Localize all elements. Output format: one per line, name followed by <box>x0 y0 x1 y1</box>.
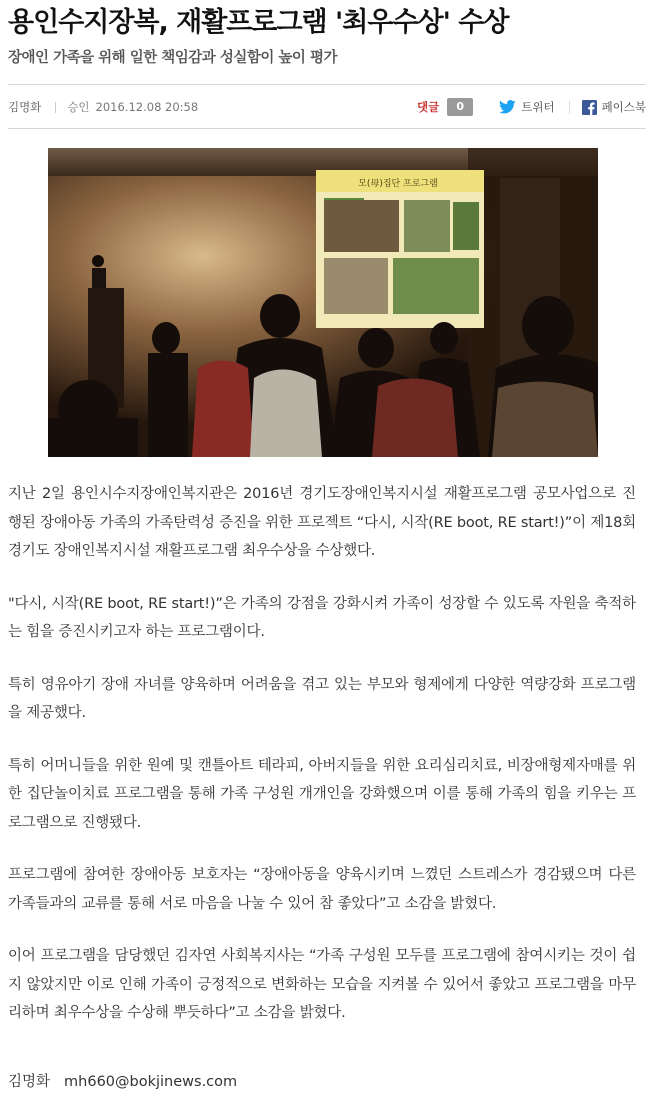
twitter-icon <box>499 100 516 114</box>
facebook-share-button[interactable] <box>582 99 646 115</box>
article-title: 용인수지장복, 재활프로그램 '최우수상' 수상 <box>8 7 509 38</box>
divider-top <box>8 84 646 85</box>
article-paragraph: 이어 프로그램을 담당했던 김자연 사회복지사는 “가족 구성원 모두를 프로그램에 참여시키는 것이 쉽지 않았지만 이로 인해 가족이 긍정적으로 변화하는 모습을 지켜볼 수 있어서 좋았고 프로그램을 마무리하며 최우수상을 수상해 뿌듯하다”고 소감을 밝혔다. <box>8 948 636 1021</box>
meta-approved-label: 승인 <box>67 100 90 114</box>
comment-count-badge[interactable]: 0 <box>447 98 473 116</box>
article-body <box>8 480 636 1052</box>
slide-photo-5 <box>393 258 479 314</box>
article-paragraph: 지난 2일 용인시수지장애인복지관은 2016년 경기도장애인복지시설 재활프로그램 공모사업으로 진행된 장애아동 가족의 가족탄력성 증진을 위한 프로젝트 “다시, 시작(RE boot, RE start!)”이 제18회 경기도 장애인복지시설 재활프로그램 최우수상을 수상했다. <box>8 486 636 559</box>
audience-red-jacket <box>192 361 254 458</box>
meta-author[interactable]: 김명화 <box>8 100 42 114</box>
audience-brown-coat <box>492 382 598 457</box>
twitter-share-button[interactable] <box>499 99 554 115</box>
seminar-photo-illustration <box>48 148 598 457</box>
article-photo <box>48 148 598 457</box>
byline-name: 김명화 <box>8 1074 51 1090</box>
slide-photo-3 <box>453 202 479 250</box>
audience-sweater <box>372 378 458 457</box>
audience-gray-coat <box>250 369 322 457</box>
slide-photo-4 <box>324 258 388 314</box>
meta-date: 2016.12.08 20:58 <box>95 100 199 114</box>
slide-photo-2 <box>404 200 450 252</box>
article-paragraph: 특히 영유아기 장애 자녀를 양육하며 어려움을 겪고 있는 부모와 형제에게 다양한 역량강화 프로그램을 제공했다. <box>8 676 636 721</box>
meta-separator <box>55 102 56 113</box>
article-paragraph: 특히 어머니들을 위한 원예 및 캔틀아트 테라피, 아버지들을 위한 요리심리치료, 비장애형제자매를 위한 집단놀이치료 프로그램을 통해 가족 구성원 개개인을 강화했으며 이를 통해 가족의 힘을 키우는 프로그램으로 진행됐다. <box>8 757 636 831</box>
article-paragraph: "다시, 시작(RE boot, RE start!)”은 가족의 강점을 강화시켜 가족이 성장할 수 있도록 자원을 축적하는 힘을 증진시키고자 하는 프로그램이다. <box>8 595 636 640</box>
article-paragraph: 프로그램에 참여한 장애아동 보호자는 “장애아동을 양육시키며 느꼈던 스트레스가 경감됐으며 다른 가족들과의 교류를 통해 서로 마음을 나눌 수 있어 참 좋았다”고 소감을 밝혔다. <box>8 867 636 912</box>
meta-actions <box>417 98 646 116</box>
article-meta-bar <box>8 95 646 119</box>
facebook-label: 페이스북 <box>601 100 646 114</box>
article-byline <box>8 1070 237 1091</box>
divider-bottom <box>8 128 646 129</box>
slide-photo-1 <box>324 200 399 252</box>
share-divider <box>569 101 570 114</box>
article-subtitle: 장애인 가족을 위해 일한 책임감과 성실함이 높이 평가 <box>8 50 337 66</box>
byline-email[interactable]: mh660@bokjinews.com <box>64 1074 238 1090</box>
comment-link[interactable]: 댓글 <box>417 100 440 114</box>
facebook-icon <box>582 100 597 115</box>
twitter-label: 트위터 <box>521 100 555 114</box>
slide-title: 모(母)집단 프로그램 <box>358 179 438 189</box>
